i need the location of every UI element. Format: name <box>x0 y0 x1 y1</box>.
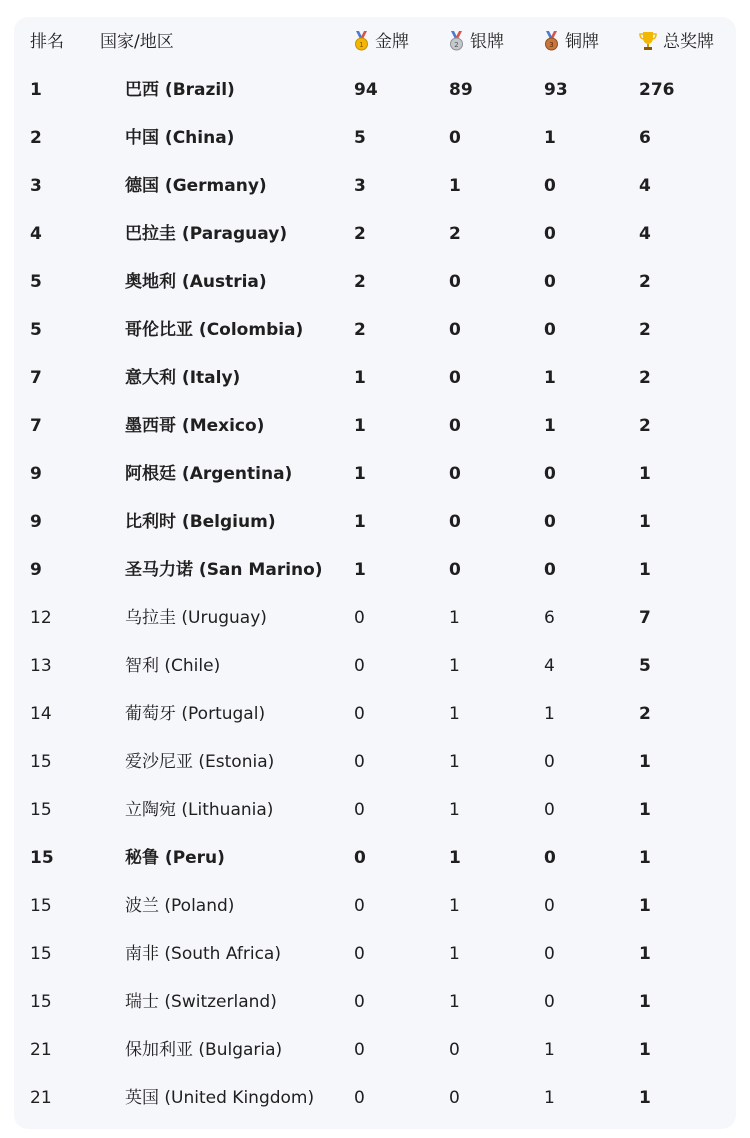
header-bronze <box>544 18 599 66</box>
bronze-cell: 1 <box>544 128 556 148</box>
header-country: 国家/地区 <box>100 32 174 52</box>
header-total-label: 总奖牌 <box>663 32 714 52</box>
gold-cell: 1 <box>354 368 366 388</box>
gold-cell: 94 <box>354 80 378 100</box>
silver-cell: 0 <box>449 464 461 484</box>
total-cell: 1 <box>639 944 651 964</box>
country-cell <box>100 162 267 210</box>
bronze-medal-icon <box>544 31 559 51</box>
country-cell <box>100 738 274 786</box>
gold-cell: 1 <box>354 560 366 580</box>
total-cell: 6 <box>639 128 651 148</box>
chile-flag-icon <box>100 659 118 672</box>
table-row <box>14 594 736 642</box>
country-name: 爱沙尼亚 (Estonia) <box>125 752 275 772</box>
gold-cell: 0 <box>354 752 365 772</box>
total-cell: 276 <box>639 80 675 100</box>
bronze-cell: 0 <box>544 800 555 820</box>
country-name: 比利时 (Belgium) <box>125 512 276 532</box>
total-cell: 1 <box>639 896 651 916</box>
header-silver <box>449 18 504 66</box>
total-cell: 1 <box>639 1040 651 1060</box>
total-cell: 1 <box>639 464 651 484</box>
silver-cell: 1 <box>449 800 460 820</box>
rank-cell: 15 <box>30 944 52 964</box>
estonia-flag-icon <box>100 755 118 768</box>
silver-cell: 0 <box>449 1040 460 1060</box>
table-row <box>14 66 736 114</box>
country-cell <box>100 594 267 642</box>
peru-flag-icon <box>100 851 118 864</box>
country-cell <box>100 642 220 690</box>
gold-cell: 0 <box>354 608 365 628</box>
country-name: 奥地利 (Austria) <box>125 272 267 292</box>
total-cell: 1 <box>639 512 651 532</box>
table-row <box>14 738 736 786</box>
gold-cell: 2 <box>354 272 366 292</box>
bronze-cell: 4 <box>544 656 555 676</box>
header-bronze-label: 铜牌 <box>565 32 599 52</box>
country-cell <box>100 882 234 930</box>
bronze-cell: 0 <box>544 896 555 916</box>
gold-cell: 3 <box>354 176 366 196</box>
silver-cell: 1 <box>449 896 460 916</box>
brazil-flag-icon <box>100 83 118 96</box>
country-cell <box>100 258 267 306</box>
table-row <box>14 930 736 978</box>
silver-cell: 89 <box>449 80 473 100</box>
country-cell <box>100 210 287 258</box>
rank-cell: 7 <box>30 416 42 436</box>
rank-cell: 5 <box>30 320 42 340</box>
country-name: 保加利亚 (Bulgaria) <box>125 1040 283 1060</box>
rank-cell: 21 <box>30 1088 52 1108</box>
gold-cell: 0 <box>354 992 365 1012</box>
bronze-cell: 1 <box>544 704 555 724</box>
country-cell <box>100 786 273 834</box>
table-row <box>14 306 736 354</box>
country-cell <box>100 1026 282 1074</box>
bronze-cell: 1 <box>544 1040 555 1060</box>
country-name: 智利 (Chile) <box>125 656 221 676</box>
table-row <box>14 402 736 450</box>
bronze-cell: 1 <box>544 416 556 436</box>
silver-cell: 1 <box>449 944 460 964</box>
silver-cell: 1 <box>449 848 461 868</box>
gold-cell: 0 <box>354 944 365 964</box>
total-cell: 1 <box>639 848 651 868</box>
rank-cell: 9 <box>30 560 42 580</box>
table-row <box>14 162 736 210</box>
silver-cell: 1 <box>449 656 460 676</box>
table-row <box>14 210 736 258</box>
rank-cell: 1 <box>30 80 42 100</box>
silver-cell: 0 <box>449 320 461 340</box>
country-name: 波兰 (Poland) <box>125 896 235 916</box>
country-cell <box>100 402 264 450</box>
rank-cell: 13 <box>30 656 52 676</box>
table-row <box>14 114 736 162</box>
silver-cell: 2 <box>449 224 461 244</box>
country-name: 瑞士 (Switzerland) <box>125 992 277 1012</box>
header-rank: 排名 <box>30 32 64 52</box>
austria-flag-icon <box>100 275 118 288</box>
country-cell <box>100 546 323 594</box>
header-silver-label: 银牌 <box>470 32 504 52</box>
bronze-cell: 0 <box>544 848 556 868</box>
rank-cell: 7 <box>30 368 42 388</box>
rank-cell: 15 <box>30 992 52 1012</box>
country-name: 德国 (Germany) <box>125 176 267 196</box>
rank-cell: 15 <box>30 800 52 820</box>
country-name: 葡萄牙 (Portugal) <box>125 704 266 724</box>
gold-cell: 1 <box>354 512 366 532</box>
country-cell <box>100 306 303 354</box>
bronze-cell: 0 <box>544 992 555 1012</box>
country-name: 哥伦比亚 (Colombia) <box>125 320 304 340</box>
table-row <box>14 1026 736 1074</box>
table-row <box>14 834 736 882</box>
silver-cell: 0 <box>449 416 461 436</box>
gold-cell: 0 <box>354 848 366 868</box>
table-row <box>14 786 736 834</box>
silver-cell: 0 <box>449 368 461 388</box>
header-gold-label: 金牌 <box>375 32 409 52</box>
bronze-cell: 0 <box>544 272 556 292</box>
bronze-cell: 6 <box>544 608 555 628</box>
total-cell: 1 <box>639 752 651 772</box>
country-cell <box>100 66 235 114</box>
gold-cell: 0 <box>354 1040 365 1060</box>
rank-cell: 9 <box>30 512 42 532</box>
gold-cell: 2 <box>354 224 366 244</box>
silver-cell: 1 <box>449 704 460 724</box>
total-cell: 7 <box>639 608 651 628</box>
country-cell <box>100 930 281 978</box>
country-name: 巴拉圭 (Paraguay) <box>125 224 288 244</box>
silver-cell: 0 <box>449 560 461 580</box>
portugal-flag-icon <box>100 707 118 720</box>
total-cell: 2 <box>639 416 651 436</box>
total-cell: 4 <box>639 176 651 196</box>
rank-cell: 15 <box>30 752 52 772</box>
silver-cell: 1 <box>449 608 460 628</box>
rank-cell: 4 <box>30 224 42 244</box>
trophy-icon <box>639 31 657 51</box>
total-cell: 2 <box>639 368 651 388</box>
total-cell: 2 <box>639 704 651 724</box>
mexico-flag-icon <box>100 419 118 432</box>
bronze-cell: 0 <box>544 512 556 532</box>
colombia-flag-icon <box>100 323 118 336</box>
rank-cell: 14 <box>30 704 52 724</box>
paraguay-flag-icon <box>100 227 118 240</box>
rank-cell: 5 <box>30 272 42 292</box>
argentina-flag-icon <box>100 467 118 480</box>
bronze-cell: 0 <box>544 464 556 484</box>
rank-cell: 3 <box>30 176 42 196</box>
germany-flag-icon <box>100 179 118 192</box>
total-cell: 1 <box>639 992 651 1012</box>
belgium-flag-icon <box>100 515 118 528</box>
bronze-cell: 1 <box>544 368 556 388</box>
country-cell <box>100 114 234 162</box>
gold-cell: 1 <box>354 464 366 484</box>
rank-cell: 15 <box>30 848 54 868</box>
total-cell: 5 <box>639 656 651 676</box>
bulgaria-flag-icon <box>100 1043 118 1056</box>
total-cell: 4 <box>639 224 651 244</box>
country-name: 秘鲁 (Peru) <box>125 848 225 868</box>
bronze-cell: 0 <box>544 224 556 244</box>
country-name: 中国 (China) <box>125 128 235 148</box>
gold-cell: 0 <box>354 704 365 724</box>
uruguay-flag-icon <box>100 611 118 624</box>
silver-medal-icon <box>449 31 464 51</box>
country-name: 南非 (South Africa) <box>125 944 281 964</box>
country-cell <box>100 354 240 402</box>
rank-cell: 9 <box>30 464 42 484</box>
bronze-cell: 93 <box>544 80 568 100</box>
table-row <box>14 258 736 306</box>
poland-flag-icon <box>100 899 118 912</box>
header-gold <box>354 18 409 66</box>
silver-cell: 1 <box>449 752 460 772</box>
rank-cell: 2 <box>30 128 42 148</box>
table-row <box>14 546 736 594</box>
silver-cell: 0 <box>449 272 461 292</box>
lithuania-flag-icon <box>100 803 118 816</box>
total-cell: 2 <box>639 320 651 340</box>
bronze-cell: 0 <box>544 560 556 580</box>
gold-cell: 2 <box>354 320 366 340</box>
table-header-row <box>14 18 736 66</box>
svg-text:2: 2 <box>454 41 459 49</box>
china-flag-icon <box>100 131 118 144</box>
table-row <box>14 882 736 930</box>
table-row <box>14 498 736 546</box>
table-row <box>14 450 736 498</box>
country-name: 立陶宛 (Lithuania) <box>125 800 274 820</box>
silver-cell: 1 <box>449 176 461 196</box>
total-cell: 1 <box>639 800 651 820</box>
bronze-cell: 0 <box>544 752 555 772</box>
country-cell <box>100 498 276 546</box>
svg-text:1: 1 <box>359 41 364 49</box>
total-cell: 1 <box>639 560 651 580</box>
san-marino-flag-icon <box>100 563 118 576</box>
bronze-cell: 0 <box>544 944 555 964</box>
rank-cell: 21 <box>30 1040 52 1060</box>
bronze-cell: 0 <box>544 320 556 340</box>
table-row <box>14 690 736 738</box>
gold-cell: 5 <box>354 128 366 148</box>
country-cell <box>100 690 265 738</box>
header-total <box>639 18 714 66</box>
table-row <box>14 354 736 402</box>
table-row <box>14 642 736 690</box>
gold-cell: 1 <box>354 416 366 436</box>
south-africa-flag-icon <box>100 947 118 960</box>
country-cell <box>100 834 225 882</box>
silver-cell: 0 <box>449 128 461 148</box>
country-name: 巴西 (Brazil) <box>125 80 235 100</box>
total-cell: 1 <box>639 1088 651 1108</box>
table-row <box>14 978 736 1026</box>
country-name: 圣马力诺 (San Marino) <box>125 560 323 580</box>
country-name: 阿根廷 (Argentina) <box>125 464 293 484</box>
italy-flag-icon <box>100 371 118 384</box>
country-name: 意大利 (Italy) <box>125 368 241 388</box>
rank-cell: 15 <box>30 896 52 916</box>
silver-cell: 1 <box>449 992 460 1012</box>
gold-cell: 0 <box>354 800 365 820</box>
bronze-cell: 1 <box>544 1088 555 1108</box>
gold-cell: 0 <box>354 656 365 676</box>
country-cell <box>100 1074 314 1122</box>
country-cell <box>100 978 277 1026</box>
gold-medal-icon <box>354 31 369 51</box>
silver-cell: 0 <box>449 512 461 532</box>
total-cell: 2 <box>639 272 651 292</box>
gold-cell: 0 <box>354 896 365 916</box>
silver-cell: 0 <box>449 1088 460 1108</box>
rank-cell: 12 <box>30 608 52 628</box>
svg-text:3: 3 <box>549 41 554 49</box>
switzerland-flag-icon <box>100 995 118 1008</box>
united-kingdom-flag-icon <box>100 1091 118 1104</box>
country-cell <box>100 450 292 498</box>
gold-cell: 0 <box>354 1088 365 1108</box>
country-name: 乌拉圭 (Uruguay) <box>125 608 267 628</box>
country-name: 墨西哥 (Mexico) <box>125 416 265 436</box>
bronze-cell: 0 <box>544 176 556 196</box>
table-row <box>14 1074 736 1122</box>
country-name: 英国 (United Kingdom) <box>125 1088 315 1108</box>
